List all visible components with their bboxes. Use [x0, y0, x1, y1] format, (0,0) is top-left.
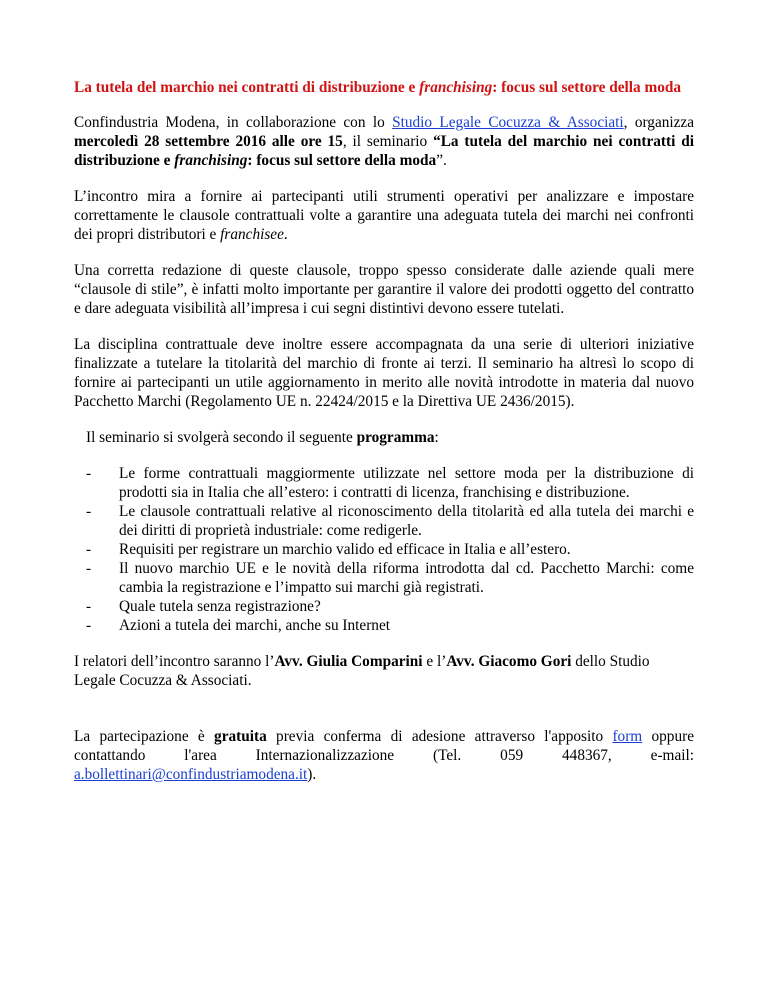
seminar-title-italic: franchising	[174, 152, 248, 169]
intro-text: , organizza	[623, 114, 694, 131]
title-text: La tutela del marchio nei contratti di distribuzione e	[74, 79, 420, 96]
programma-label: programma	[356, 429, 435, 446]
list-item	[74, 540, 694, 559]
speaker-name: Avv. Giulia Comparini	[274, 653, 423, 670]
objectives-text-end: .	[283, 226, 288, 243]
speakers-text: I relatori dell’incontro saranno l’	[74, 653, 275, 670]
programma-intro	[86, 428, 694, 447]
list-item-text: Le clausole contrattuali relative al riconoscimento della titolarità ed alla tutela dei marchi e dei diritti di proprietà industriale: come redigerle.	[119, 503, 694, 539]
speaker-name: Avv. Giacomo Gori	[446, 653, 572, 670]
discipline-paragraph: La disciplina contrattuale deve inoltre essere accompagnata da una serie di ulteriori iniziative finalizzate a tutelare la titolarità del marchio di fronte ai terzi. Il seminario ha altresì lo scopo di fornire ai partecipanti un utile aggiornamento in merito alle novità introdotte in materia dal nuovo Pacchetto Marchi (Regolamento UE n. 22424/2015 e la Direttiva UE 2436/2015).	[74, 336, 694, 410]
list-item	[74, 559, 694, 597]
objectives-paragraph	[74, 187, 694, 244]
participation-paragraph	[74, 727, 694, 784]
list-item-text: Le forme contrattuali maggiormente utilizzate nel settore moda per la distribuzione di prodotti sia in Italia che all’estero: i contratti di licenza, franchising e distribuzione.	[119, 465, 694, 501]
document-title	[74, 78, 694, 97]
list-item	[74, 616, 694, 635]
list-dash: -	[86, 541, 92, 558]
list-item	[74, 464, 694, 502]
participation-text: previa conferma di adesione attraverso l'apposito	[266, 728, 613, 745]
list-dash: -	[86, 560, 92, 577]
intro-text: Confindustria Modena, in collaborazione con lo	[74, 114, 393, 131]
programma-intro-end: :	[434, 429, 439, 446]
list-dash: -	[86, 617, 92, 634]
seminar-title-text-end: : focus sul settore della moda	[247, 152, 437, 169]
speakers-paragraph	[74, 652, 694, 690]
list-item-text: Il nuovo marchio UE e le novità della riforma introdotta dal cd. Pacchetto Marchi: come cambia la registrazione e l’impatto sui marchi già registrati.	[119, 560, 694, 596]
form-link[interactable]: form	[612, 728, 643, 745]
participation-text: La partecipazione è	[74, 728, 215, 745]
list-item	[74, 502, 694, 540]
list-item	[74, 597, 694, 616]
intro-text: , il seminario	[342, 133, 434, 150]
participation-text-end: ).	[307, 766, 317, 783]
objectives-text: L’incontro mira a fornire ai partecipanti utili strumenti operativi per analizzare e impostare correttamente le clausole contrattuali volte a garantire una adeguata tutela dei marchi nei confronti dei propri distributori e	[74, 188, 694, 243]
list-item-text: Requisiti per registrare un marchio valido ed efficace in Italia e all’estero.	[119, 541, 571, 558]
studio-legale-link[interactable]: Studio Legale Cocuzza & Associati	[392, 114, 624, 131]
title-italic: franchising	[419, 79, 493, 96]
programma-list	[74, 464, 694, 635]
spacer	[74, 707, 694, 727]
speakers-text: e l’	[422, 653, 447, 670]
list-item-text: Azioni a tutela dei marchi, anche su Internet	[119, 617, 390, 634]
participation-text: oppure contattando l'area Internazionalizzazione (Tel. 059 448367, e-mail:	[74, 728, 694, 764]
seminar-title-text: “La tutela del marchio nei contratti di distribuzione e	[74, 133, 694, 169]
intro-paragraph	[74, 113, 694, 170]
programma-intro-text: Il seminario si svolgerà secondo il seguente	[86, 429, 357, 446]
email-link[interactable]: a.bollettinari@confindustriamodena.it	[74, 766, 308, 783]
intro-text: ”.	[436, 152, 447, 169]
clauses-paragraph: Una corretta redazione di queste clausole, troppo spesso considerate dalle aziende quali mere “clausole di stile”, è infatti molto importante per garantire il valore dei prodotti oggetto del contratto e dare adeguata visibilità all’impresa i cui segni distintivi devono essere tutelati.	[74, 262, 694, 317]
event-date: mercoledì 28 settembre 2016 alle ore 15	[74, 133, 343, 150]
title-text-end: : focus sul settore della moda	[492, 79, 682, 96]
list-item-text: Quale tutela senza registrazione?	[119, 598, 321, 615]
franchisee-italic: franchisee	[220, 226, 284, 243]
speakers-text-end: dello Studio Legale Cocuzza & Associati.	[74, 653, 650, 689]
list-dash: -	[86, 503, 92, 520]
list-dash: -	[86, 598, 92, 615]
list-dash: -	[86, 465, 92, 482]
free-label: gratuita	[214, 728, 267, 745]
document-page	[74, 78, 694, 784]
